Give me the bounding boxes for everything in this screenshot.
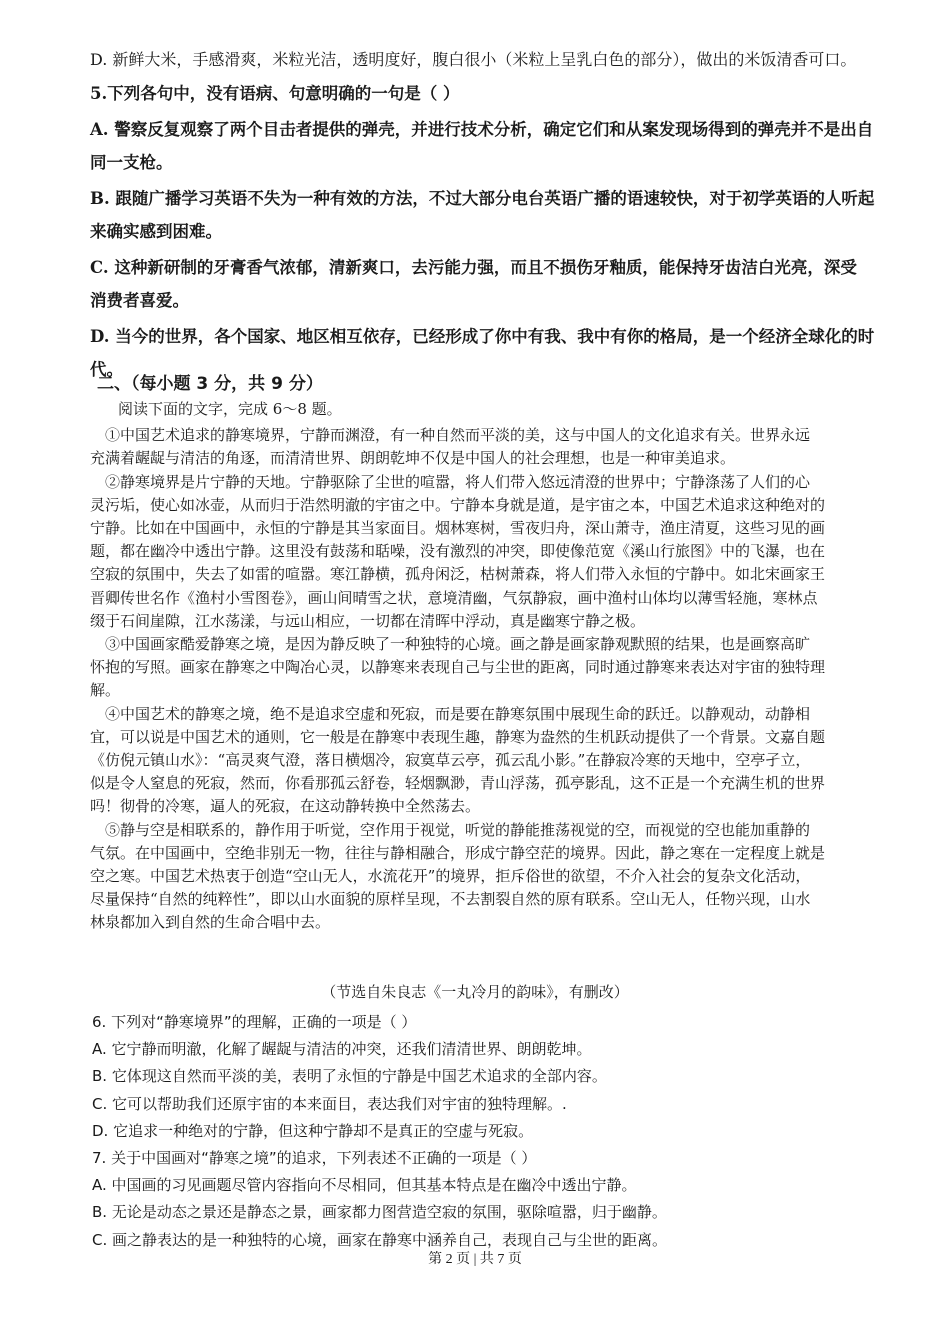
passage-line: ③中国画家酷爱静寒之境，是因为静反映了一种独特的心境。画之静是画家静观默照的结果，也是画察高旷 — [90, 635, 811, 654]
passage-line: 灵污垢，使心如冰壶，从而归于浩然明澈的宇宙之中。宁静本身就是道，是宇宙之本，中国艺术追求这种绝对的 — [90, 495, 826, 514]
q7-option-c: C. 画之静表达的是一种独特的心境，画家在静寒中涵养自己，表现自己与尘世的距离。 — [92, 1230, 668, 1249]
q5-option-c-line2: 消费者喜爱。 — [90, 291, 189, 310]
passage-line: 吗！彻骨的冷寒，逼人的死寂，在这动静转换中全然荡去。 — [90, 797, 481, 816]
passage-line: ②静寒境界是片宁静的天地。宁静驱除了尘世的喧嚣，将人们带入悠远清澄的世界中；宁静涤荡了人们的心 — [90, 472, 811, 491]
q5-option-b-line1: B. 跟随广播学习英语不失为一种有效的方法，不过大部分电台英语广播的语速较快，对于初学英语的人听起 — [90, 189, 875, 208]
q6-stem: 6. 下列对“静寒境界”的理解，正确的一项是（ ） — [92, 1013, 417, 1031]
q5-option-c-line1: C. 这种新研制的牙膏香气浓郁，清新爽口，去污能力强，而且不损伤牙釉质，能保持牙齿洁白光亮，深受 — [90, 258, 857, 277]
question-block-bottom — [92, 1009, 892, 1254]
q6-option-a: A. 它宁静而明澈，化解了龌龊与清洁的冲突，还我们清清世界、朗朗乾坤。 — [92, 1040, 592, 1059]
passage-line: 充满着龌龊与清洁的角逐，而清清世界、朗朗乾坤不仅是中国人的社会理想，也是一种审美追求。 — [90, 449, 736, 468]
passage-line: 空之寒。中国艺术热衷于创造“空山无人，水流花开”的境界，拒斥俗世的欲望，不介入社会的复杂文化活动， — [90, 867, 811, 886]
passage-intro: 阅读下面的文字，完成 6～8 题。 — [118, 400, 342, 418]
passage-line: 题，都在幽冷中透出宁静。这里没有鼓荡和聒噪，没有激烈的冲突，即使像范宽《溪山行旅图》中的飞瀑，也在 — [90, 542, 826, 561]
q5-stem: 5.下列各句中，没有语病、句意明确的一句是（ ） — [90, 84, 460, 103]
passage-line: ④中国艺术的静寒之境，绝不是追求空虚和死寂，而是要在静寒氛围中展现生命的跃迁。以静观动，动静相 — [90, 704, 811, 723]
reading-passage — [90, 398, 890, 935]
passage-line: 林泉都加入到自然的生命合唱中去。 — [90, 913, 331, 932]
q5-option-b-line2: 来确实感到困难。 — [90, 222, 222, 241]
passage-line: ①中国艺术追求的静寒境界，宁静而渊澄，有一种自然而平淡的美，这与中国人的文化追求有关。世界永远 — [90, 426, 811, 445]
passage-line: 怀抱的写照。画家在静寒之中陶冶心灵，以静寒来表现自己与尘世的距离，同时通过静寒来表达对宇宙的独特理 — [90, 658, 826, 677]
passage-body — [90, 424, 890, 934]
q7-option-b: B. 无论是动态之景还是静态之景，画家都力图营造空寂的氛围，驱除喧嚣，归于幽静。 — [92, 1203, 667, 1222]
q6-option-c: C. 它可以帮助我们还原宇宙的本来面目，表达我们对宇宙的独特理解。. — [92, 1094, 567, 1113]
passage-line: ⑤静与空是相联系的，静作用于听觉，空作用于视觉，听觉的静能推荡视觉的空，而视觉的空也能加重静的 — [90, 820, 811, 839]
passage-line: 尽量保持“自然的纯粹性”，即以山水面貌的原样呈现，不去割裂自然的原有联系。空山无人，任物兴现，山水 — [90, 890, 811, 909]
passage-line: 解。 — [90, 681, 121, 700]
q6-option-b: B. 它体现这自然而平淡的美，表明了永恒的宁静是中国艺术追求的全部内容。 — [92, 1067, 607, 1086]
page-footer: 第 2 页 | 共 7 页 — [428, 1252, 522, 1267]
q5-option-a-line1: A. 警察反复观察了两个目击者提供的弹壳，并进行技术分析，确定它们和从案发现场得到的弹壳并不是出自 — [90, 120, 874, 139]
passage-line: 《仿倪元镇山水》：“高灵爽气澄，落日横烟冷，寂寞草云亭，孤云乱小影。”在静寂冷寒的天地中，空亭孑立， — [90, 751, 811, 770]
passage-line: 空寂的氛围中，失去了如雷的喧嚣。寒江静横，孤舟闲泛，枯树萧森，将人们带入永恒的宁静中。如北宋画家王 — [90, 565, 826, 584]
q5-option-d-line2: 代。 — [90, 360, 123, 379]
q4-option-d: D. 新鲜大米，手感滑爽，米粒光洁，透明度好，腹白很小（米粒上呈乳白色的部分），做出的米饭清香可口。 — [90, 50, 857, 69]
passage-source: （节选自朱良志《一丸冷月的韵味》，有删改） — [321, 983, 629, 1001]
passage-line: 似是令人窒息的死寂，然而，你看那孤云舒卷，轻烟飘渺，青山浮荡，孤亭影乱，这不正是一个充满生机的世界 — [90, 774, 826, 793]
passage-line: 宁静。比如在中国画中，永恒的宁静是其当家面目。烟林寒树，雪夜归舟，深山萧寺，渔庄清夏，这些习见的画 — [90, 519, 826, 538]
passage-line: 晋卿传世名作《渔村小雪图卷》，画山间晴雪之状，意境清幽，气氛静寂，画中渔村山体均以薄雪轻施，寒林点 — [90, 588, 818, 607]
q7-option-a: A. 中国画的习见画题尽管内容指向不尽相同，但其基本特点是在幽冷中透出宁静。 — [92, 1176, 637, 1195]
section-title: 二、（每小题 3 分，共 9 分） — [97, 374, 323, 394]
q7-stem: 7. 关于中国画对“静寒之境”的追求，下列表述不正确的一项是（ ） — [92, 1149, 537, 1168]
passage-line: 气氛。在中国画中，空绝非别无一物，往往与静相融合，形成宁静空茫的境界。因此，静之寒在一定程度上就是 — [90, 843, 826, 862]
passage-line: 宜，可以说是中国艺术的通则，它一般是在静寒中表现生趣，静寒为盎然的生机跃动提供了一个背景。文嘉自题 — [90, 727, 826, 746]
passage-line: 缀于石间崖隙，江水荡漾，与远山相应，一切都在清晖中浮动，真是幽寒宁静之极。 — [90, 611, 646, 630]
question-block-top — [90, 43, 890, 386]
q6-option-d: D. 它追求一种绝对的宁静，但这种宁静却不是真正的空虚与死寂。 — [92, 1121, 534, 1140]
q5-option-a-line2: 同一支枪。 — [90, 153, 173, 172]
q5-option-d-line1: D. 当今的世界，各个国家、地区相互依存，已经形成了你中有我、我中有你的格局，是一个经济全球化的时 — [90, 327, 875, 346]
